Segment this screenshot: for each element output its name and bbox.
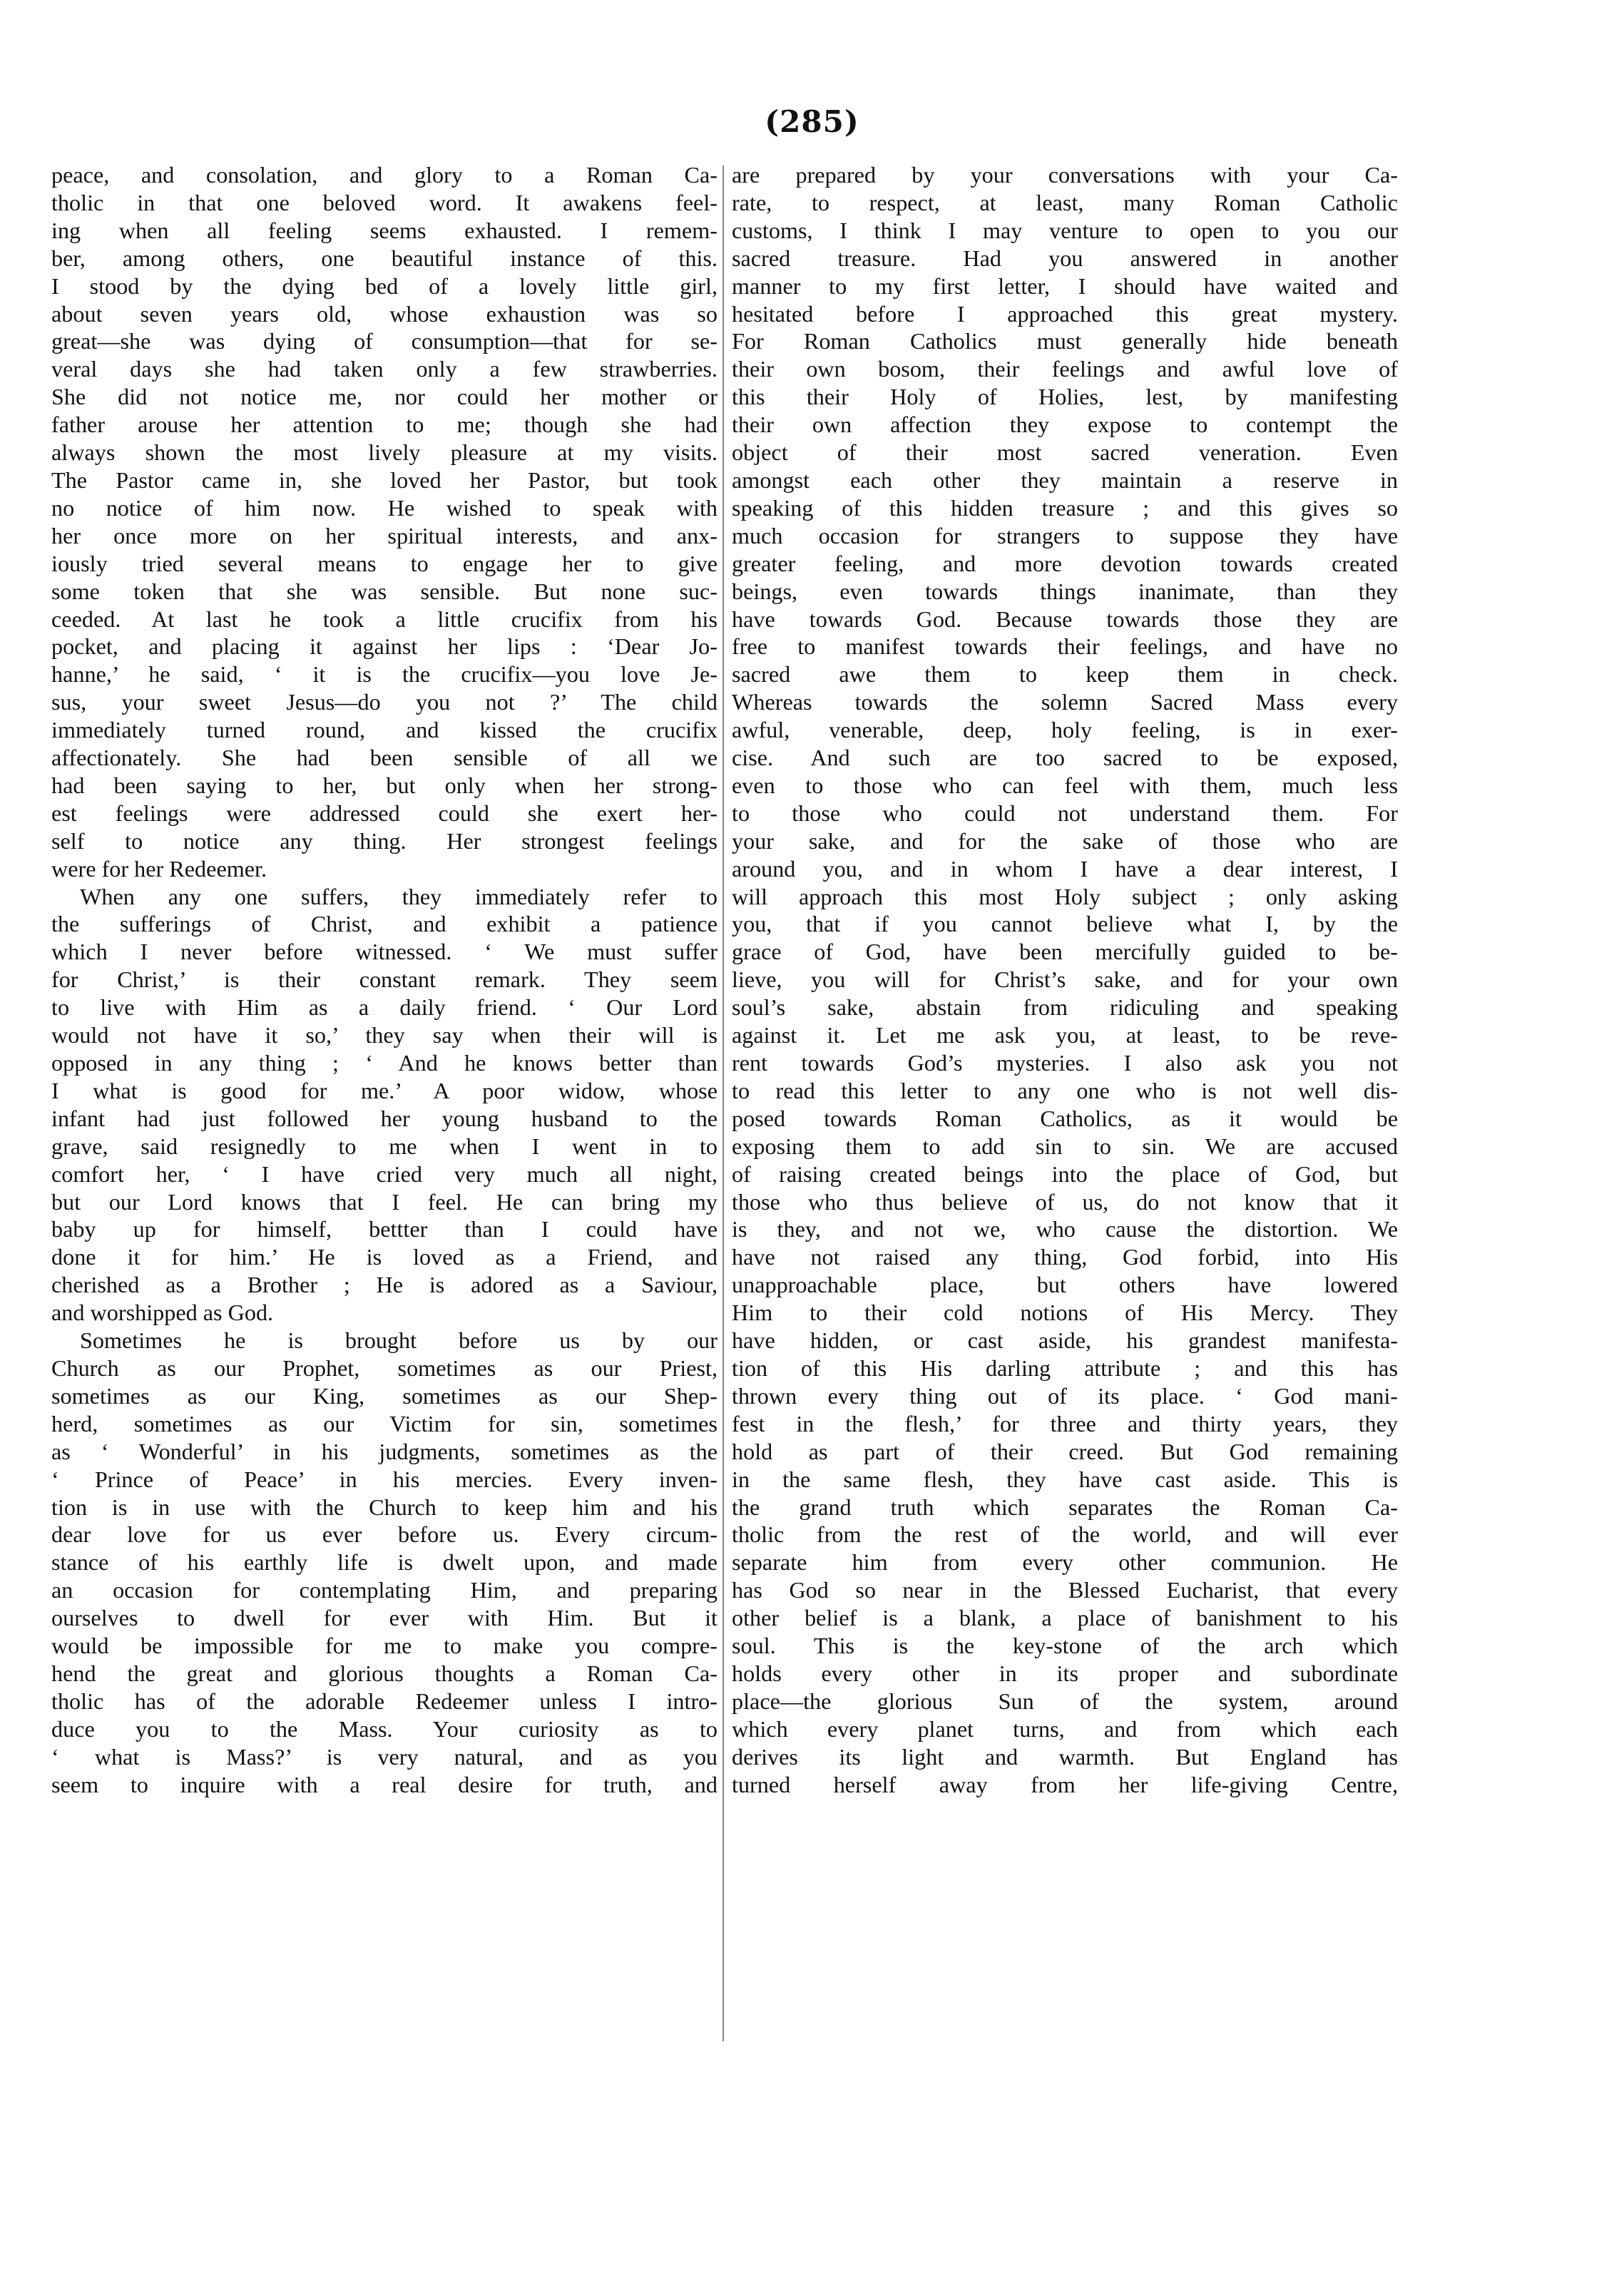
text-line: have not raised any thing, God forbid, into His — [732, 1244, 1398, 1270]
text-line: have towards God. Because towards those they are — [732, 606, 1398, 632]
text-line: For Roman Catholics must generally hide beneath — [732, 328, 1398, 354]
text-line: sacred treasure. Had you answered in another — [732, 245, 1398, 271]
text-line: Church as our Prophet, sometimes as our Priest, — [51, 1354, 717, 1381]
text-line: even to those who can feel with them, much less — [732, 772, 1398, 798]
text-line: much occasion for strangers to suppose they have — [732, 522, 1398, 548]
text-line: her once more on her spiritual interests, and anx- — [51, 522, 717, 548]
text-line: manner to my first letter, I should have waited and — [732, 272, 1398, 299]
text-line: always shown the most lively pleasure at my visits. — [51, 439, 717, 466]
text-line: hesitated before I approached this great mystery. — [732, 300, 1398, 327]
text-line: She did not notice me, nor could her mother or — [51, 384, 717, 410]
text-line: speaking of this hidden treasure ; and this gives so — [732, 494, 1398, 521]
text-line: about seven years old, whose exhaustion was so — [51, 300, 717, 327]
text-line: done it for him.’ He is loved as a Friend, and — [51, 1244, 717, 1270]
text-line: ceeded. At last he took a little crucifix from his — [51, 606, 717, 632]
text-line: I what is good for me.’ A poor widow, whose — [51, 1077, 717, 1103]
text-line: opposed in any thing ; ‘ And he knows better than — [51, 1050, 717, 1076]
text-line: were for her Redeemer. — [51, 855, 267, 882]
text-line: of raising created beings into the place of God, but — [732, 1160, 1398, 1187]
text-line: holds every other in its proper and subordinate — [732, 1660, 1398, 1686]
text-line: affectionately. She had been sensible of all we — [51, 745, 717, 771]
text-line: iously tried several means to engage her to give — [51, 550, 717, 576]
text-line: to those who could not understand them. For — [732, 800, 1398, 826]
text-line: those who thus believe of us, do not know that it — [732, 1188, 1398, 1215]
text-line: Whereas towards the solemn Sacred Mass every — [732, 689, 1398, 715]
text-line: which every planet turns, and from which each — [732, 1715, 1398, 1742]
text-line: thrown every thing out of its place. ‘ God mani- — [732, 1382, 1398, 1409]
text-line: father arouse her attention to me; though she had — [51, 412, 717, 438]
text-line: seem to inquire with a real desire for truth, and — [51, 1771, 717, 1797]
text-line: but our Lord knows that I feel. He can bring my — [51, 1188, 717, 1215]
text-line: soul’s sake, abstain from ridiculing and speaking — [732, 994, 1398, 1021]
text-line: ing when all feeling seems exhausted. I remem- — [51, 217, 717, 243]
text-line: ourselves to dwell for ever with Him. But it — [51, 1605, 717, 1631]
text-line: sometimes as our King, sometimes as our Shep- — [51, 1382, 717, 1409]
text-line: will approach this most Holy subject ; only asking — [732, 883, 1398, 909]
text-line: soul. This is the key-stone of the arch which — [732, 1633, 1398, 1659]
text-line: ber, among others, one beautiful instance of this. — [51, 245, 717, 271]
text-line: are prepared by your conversations with your Ca- — [732, 162, 1398, 188]
text-line: derives its light and warmth. But England has — [732, 1743, 1398, 1770]
text-line: amongst each other they maintain a reserve in — [732, 466, 1398, 493]
text-line: peace, and consolation, and glory to a Roman Ca- — [51, 162, 717, 188]
page-number: (285) — [765, 104, 859, 139]
text-line: herd, sometimes as our Victim for sin, sometimes — [51, 1410, 717, 1437]
text-line: unapproachable place, but others have lowered — [732, 1272, 1398, 1298]
left-column — [51, 161, 717, 2101]
text-line: other belief is a blank, a place of banishment to his — [732, 1605, 1398, 1631]
text-line: dear love for us ever before us. Every circum- — [51, 1521, 717, 1548]
text-line: would be impossible for me to make you compre- — [51, 1633, 717, 1659]
text-line: fest in the flesh,’ for three and thirty years, they — [732, 1410, 1398, 1437]
text-line: you, that if you cannot believe what I, by the — [732, 911, 1398, 937]
text-line: against it. Let me ask you, at least, to be reve- — [732, 1022, 1398, 1048]
text-line: hanne,’ he said, ‘ it is the crucifix—you love Je- — [51, 661, 717, 688]
text-line: sus, your sweet Jesus—do you not ?’ The child — [51, 689, 717, 715]
text-line: duce you to the Mass. Your curiosity as to — [51, 1715, 717, 1742]
text-line: hold as part of their creed. But God remaining — [732, 1438, 1398, 1464]
text-line: sacred awe them to keep them in check. — [732, 661, 1398, 688]
text-line: have hidden, or cast aside, his grandest manifesta- — [732, 1327, 1398, 1354]
text-line: their own affection they expose to contempt the — [732, 412, 1398, 438]
text-line: rent towards God’s mysteries. I also ask you not — [732, 1050, 1398, 1076]
text-line: Sometimes he is brought before us by our — [80, 1327, 717, 1354]
text-line: object of their most sacred veneration. Even — [732, 439, 1398, 466]
text-line: your sake, and for the sake of those who are — [732, 827, 1398, 854]
text-line: exposing them to add sin to sin. We are accused — [732, 1133, 1398, 1159]
text-line: great—she was dying of consumption—that for se- — [51, 328, 717, 354]
text-line: the grand truth which separates the Roman Ca- — [732, 1494, 1398, 1520]
text-line: When any one suffers, they immediately refer to — [80, 883, 717, 909]
text-line: awful, venerable, deep, holy feeling, is in exer- — [732, 717, 1398, 743]
text-line: tholic in that one beloved word. It awakens feel- — [51, 189, 717, 215]
text-line: as ‘ Wonderful’ in his judgments, sometimes as the — [51, 1438, 717, 1464]
text-line: I stood by the dying bed of a lovely little girl, — [51, 272, 717, 299]
text-line: in the same flesh, they have cast aside. This is — [732, 1466, 1398, 1492]
text-line: for Christ,’ is their constant remark. They seem — [51, 966, 717, 993]
text-line: and worshipped as God. — [51, 1300, 274, 1326]
text-line: baby up for himself, bettter than I could have — [51, 1216, 717, 1242]
text-line: ‘ Prince of Peace’ in his mercies. Every inven- — [51, 1466, 717, 1492]
text-line: had been saying to her, but only when her strong- — [51, 772, 717, 798]
text-line: The Pastor came in, she loved her Pastor, but took — [51, 466, 717, 493]
text-line: place—the glorious Sun of the system, around — [732, 1688, 1398, 1714]
text-line: comfort her, ‘ I have cried very much all night, — [51, 1160, 717, 1187]
text-line: to read this letter to any one who is not well dis- — [732, 1077, 1398, 1103]
text-line: self to notice any thing. Her strongest feelings — [51, 827, 717, 854]
text-line: customs, I think I may venture to open to you our — [732, 217, 1398, 243]
text-line: separate him from every other communion. He — [732, 1549, 1398, 1576]
text-line: beings, even towards things inanimate, than they — [732, 578, 1398, 604]
text-line: stance of his earthly life is dwelt upon, and made — [51, 1549, 717, 1576]
text-line: is they, and not we, who cause the distortion. We — [732, 1216, 1398, 1242]
text-line: cise. And such are too sacred to be exposed, — [732, 745, 1398, 771]
text-line: free to manifest towards their feelings, and have no — [732, 633, 1398, 660]
text-line: some token that she was sensible. But none suc- — [51, 578, 717, 604]
text-line: pocket, and placing it against her lips : ‘Dear Jo- — [51, 633, 717, 660]
text-line: around you, and in whom I have a dear interest, I — [732, 855, 1398, 882]
text-line: rate, to respect, at least, many Roman Catholic — [732, 189, 1398, 215]
text-line: greater feeling, and more devotion towards created — [732, 550, 1398, 576]
text-line: grave, said resignedly to me when I went in to — [51, 1133, 717, 1159]
text-line: Him to their cold notions of His Mercy. They — [732, 1300, 1398, 1326]
text-line: their own bosom, their feelings and awful love of — [732, 356, 1398, 382]
text-line: tholic has of the adorable Redeemer unless I intro- — [51, 1688, 717, 1714]
text-line: est feelings were addressed could she exert her- — [51, 800, 717, 826]
text-line: the sufferings of Christ, and exhibit a patience — [51, 911, 717, 937]
text-line: to live with Him as a daily friend. ‘ Our Lord — [51, 994, 717, 1021]
text-line: ‘ what is Mass?’ is very natural, and as you — [51, 1743, 717, 1770]
text-line: lieve, you will for Christ’s sake, and for your own — [732, 966, 1398, 993]
text-line: cherished as a Brother ; He is adored as a Saviour, — [51, 1272, 717, 1298]
text-line: tion is in use with the Church to keep him and his — [51, 1494, 717, 1520]
text-line: posed towards Roman Catholics, as it would be — [732, 1105, 1398, 1131]
text-line: would not have it so,’ they say when their will is — [51, 1022, 717, 1048]
column-divider — [722, 165, 724, 2041]
text-line: turned herself away from her life-giving Centre, — [732, 1771, 1398, 1797]
text-line: an occasion for contemplating Him, and preparing — [51, 1577, 717, 1603]
text-line: this their Holy of Holies, lest, by manifesting — [732, 384, 1398, 410]
text-line: tion of this His darling attribute ; and this has — [732, 1354, 1398, 1381]
text-line: which I never before witnessed. ‘ We must suffer — [51, 939, 717, 965]
text-line: grace of God, have been mercifully guided to be- — [732, 939, 1398, 965]
text-line: infant had just followed her young husband to the — [51, 1105, 717, 1131]
text-line: hend the great and glorious thoughts a Roman Ca- — [51, 1660, 717, 1686]
text-line: tholic from the rest of the world, and will ever — [732, 1521, 1398, 1548]
text-line: has God so near in the Blessed Eucharist, that every — [732, 1577, 1398, 1603]
text-line: no notice of him now. He wished to speak with — [51, 494, 717, 521]
text-line: immediately turned round, and kissed the crucifix — [51, 717, 717, 743]
right-column — [732, 161, 1398, 2101]
text-line: veral days she had taken only a few strawberries. — [51, 356, 717, 382]
